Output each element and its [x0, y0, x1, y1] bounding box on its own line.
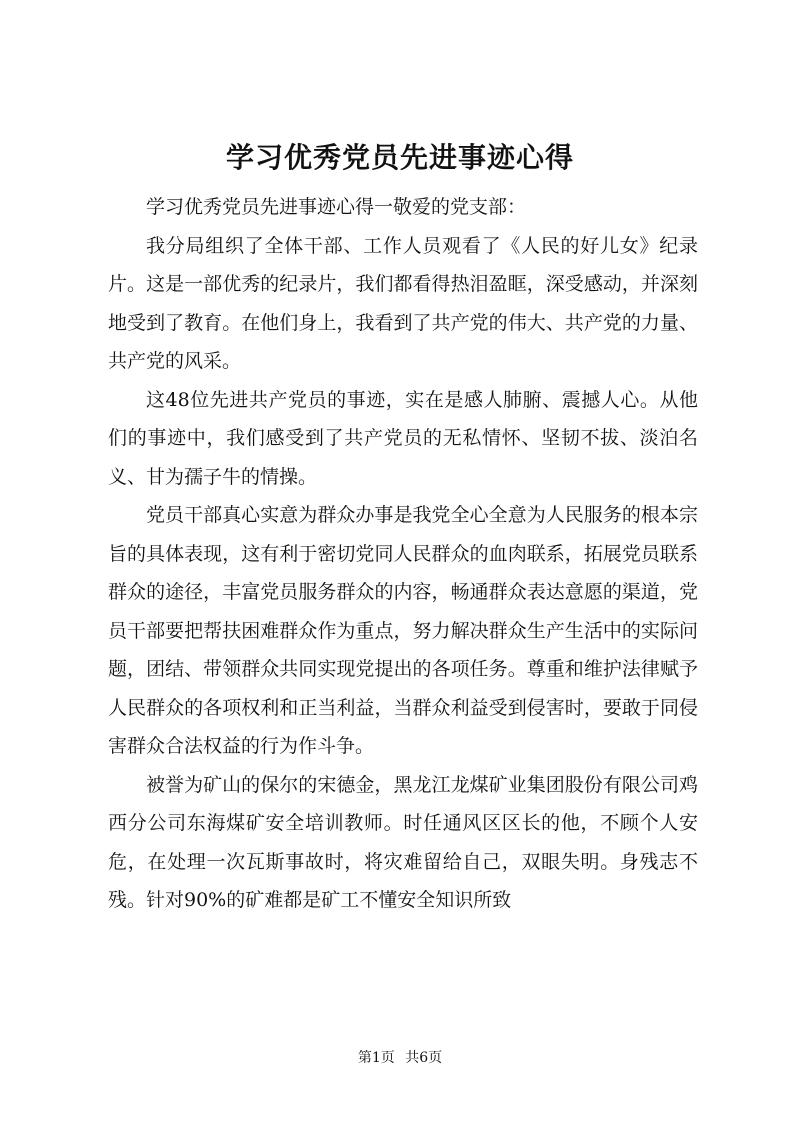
document-title: 学习优秀党员先进事迹心得	[225, 141, 574, 174]
page-number-footer: 第1页 共6页	[357, 1050, 443, 1066]
paragraph-48-members: 这48位先进共产党员的事迹，实在是感人肺腑、震撼人心。从他们的事迹中，我们感受到了共产党员的无私情怀、坚韧不拔、淡泊名义、甘为孺子牛的情操。	[108, 388, 698, 488]
paragraph-greeting: 学习优秀党员先进事迹心得一敬爱的党支部：	[146, 196, 527, 218]
paragraph-documentary: 我分局组织了全体干部、工作人员观看了《人民的好儿女》纪录片。这是一部优秀的纪录片，我们都看得热泪盈眶，深受感动，并深刻地受到了教育。在他们身上，我看到了共产党的伟大、共产党的力量、共产党的风采。	[108, 234, 698, 372]
document-body	[108, 188, 698, 920]
paragraph-serve-masses: 党员干部真心实意为群众办事是我党全心全意为人民服务的根本宗旨的具体表现，这有利于密切党同人民群众的血肉联系，拓展党员联系群众的途径，丰富党员服务群众的内容，畅通群众表达意愿的渠道，党员干部要把帮扶困难群众作为重点，努力解决群众生产生活中的实际问题，团结、带领群众共同实现党提出的各项任务。尊重和维护法律赋予人民群众的各项权利和正当利益，当群众利益受到侵害时，要敢于同侵害群众合法权益的行为作斗争。	[108, 504, 698, 757]
paragraph-song-dejin: 被誉为矿山的保尔的宋德金，黑龙江龙煤矿业集团股份有限公司鸡西分公司东海煤矿安全培训教师。时任通风区区长的他，不顾个人安危，在处理一次瓦斯事故时，将灾难留给自己，双眼失明。身残志不残。针对90%的矿难都是矿工不懂安全知识所致	[108, 773, 698, 911]
